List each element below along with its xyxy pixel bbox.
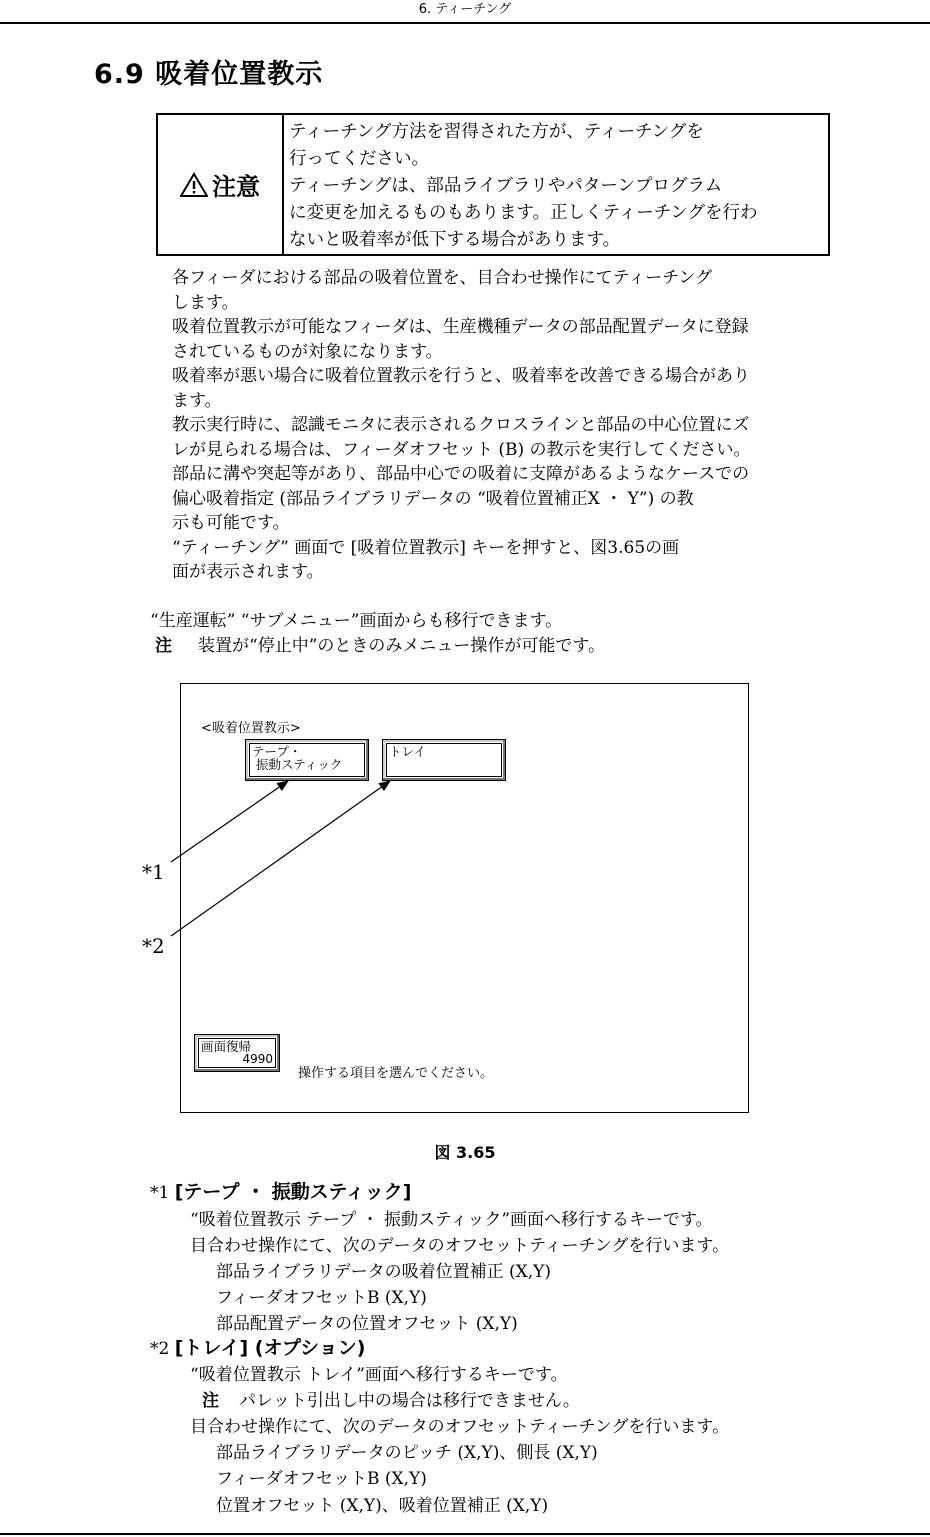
desc-2-item: フィーダオフセットB (X,Y) xyxy=(216,1469,427,1489)
body-line: 示も可能です。 xyxy=(172,513,290,533)
desc-1-line: “吸着位置教示 テープ ・ 振動スティック”画面へ移行するキーです。 xyxy=(190,1210,713,1230)
desc-1-heading xyxy=(150,1179,411,1207)
desc-1-item: 部品配置データの位置オフセット (X,Y) xyxy=(216,1314,518,1334)
body-line-outdented: “生産運転” “サブメニュー”画面からも移行できます。 xyxy=(150,611,563,631)
callout-arrow-2 xyxy=(171,781,390,936)
body-line: 面が表示されます。 xyxy=(172,562,324,582)
desc-2-line: 目合わせ操作にて、次のデータのオフセットティーチングを行います。 xyxy=(190,1417,730,1437)
body-line: レが見られる場合は、フィーダオフセット (B) の教示を実行してください。 xyxy=(172,439,751,460)
body-line: します。 xyxy=(172,292,239,313)
desc-2-item: 位置オフセット (X,Y)、吸着位置補正 (X,Y) xyxy=(216,1496,549,1516)
desc-heading: [トレイ] (オプション) xyxy=(174,1337,366,1359)
desc-2-note xyxy=(202,1388,580,1415)
body-line: ます。 xyxy=(172,390,222,411)
desc-1-item: 部品ライブラリデータの吸着位置補正 (X,Y) xyxy=(216,1262,552,1282)
desc-heading: [テープ ・ 振動スティック] xyxy=(174,1181,412,1203)
key-code: 4990 xyxy=(242,1052,273,1066)
callout-2: *2 xyxy=(142,934,165,958)
caution-line: ないと吸着率が低下する場合があります。 xyxy=(289,230,621,250)
desc-1-line: 目合わせ操作にて、次のデータのオフセットティーチングを行います。 xyxy=(190,1236,730,1256)
caution-line: 行ってください。 xyxy=(289,149,429,169)
body-line: 部品に溝や突起等があり、部品中心での吸着に支障があるようなケースでの xyxy=(172,464,750,484)
body-line: 吸着率が悪い場合に吸着位置教示を行うと、吸着率を改善できる場合があり xyxy=(172,366,750,386)
note-text: 装置が“停止中”のときのみメニュー操作が可能です。 xyxy=(198,636,606,656)
screen-title: <吸着位置教示> xyxy=(201,721,301,736)
caution-line: ティーチングは、部品ライブラリやパターンプログラム xyxy=(289,176,723,196)
section-title: 6.9 吸着位置教示 xyxy=(94,59,324,90)
note-label: 注 xyxy=(202,1391,219,1411)
caution-line: ティーチング方法を習得された方が、ティーチングを xyxy=(289,122,704,142)
desc-1-item: フィーダオフセットB (X,Y) xyxy=(216,1288,427,1308)
body-line: 教示実行時に、認識モニタに表示されるクロスラインと部品の中心位置にズ xyxy=(172,415,750,435)
body-line: 吸着位置教示が可能なフィーダは、生産機種データの部品配置データに登録 xyxy=(172,317,749,337)
callout-1: *1 xyxy=(142,860,165,884)
key-label: テープ・ 振動スティック xyxy=(252,744,343,772)
desc-marker: *2 xyxy=(150,1339,170,1359)
key-label: トレイ xyxy=(389,744,426,759)
running-title: 6. ティーチング xyxy=(418,2,512,17)
note-text: パレット引出し中の場合は移行できません。 xyxy=(239,1391,580,1411)
desc-2-line: “吸着位置教示 トレイ”画面へ移行するキーです。 xyxy=(190,1365,568,1385)
key-label: 画面復帰 xyxy=(201,1039,252,1054)
note-label: 注 xyxy=(155,636,172,656)
body-line: されているものが対象になります。 xyxy=(172,341,443,362)
desc-marker: *1 xyxy=(150,1183,170,1203)
callout-arrow-1 xyxy=(171,781,288,862)
desc-2-heading xyxy=(150,1335,365,1363)
desc-2-item: 部品ライブラリデータのピッチ (X,Y)、側長 (X,Y) xyxy=(216,1443,598,1463)
caution-label: 注意 xyxy=(212,173,260,201)
footer-rule xyxy=(0,1533,930,1535)
body-line: 偏心吸着指定 (部品ライブラリデータの “吸着位置補正X ・ Y”) の教 xyxy=(172,488,694,509)
figure-caption: 図 3.65 xyxy=(434,1143,496,1162)
screen-message: 操作する項目を選んでください。 xyxy=(298,1066,494,1081)
body-line: 各フィーダにおける部品の吸着位置を、目合わせ操作にてティーチング xyxy=(172,268,713,288)
caution-line: に変更を加えるものもあります。正しくティーチングを行わ xyxy=(289,203,758,223)
body-line: “ティーチング” 画面で [吸着位置教示] キーを押すと、図3.65の画 xyxy=(172,537,680,558)
